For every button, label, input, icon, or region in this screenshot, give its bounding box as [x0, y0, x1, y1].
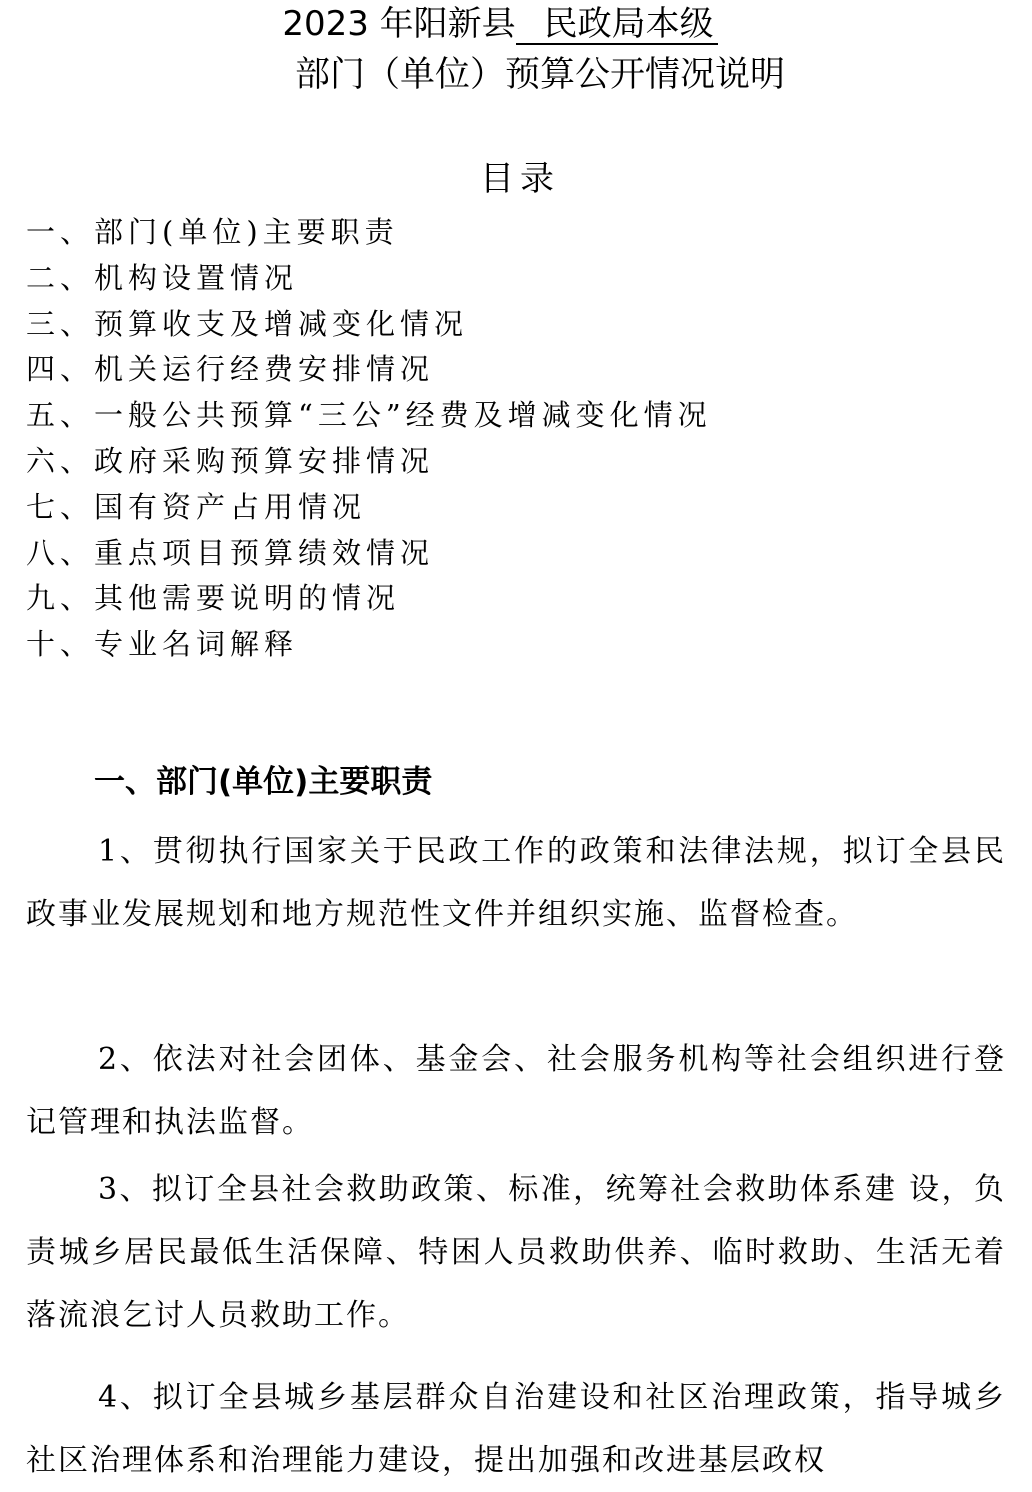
toc-item: 八、重点项目预算绩效情况: [26, 535, 435, 570]
section-heading-duties: 一、部门(单位)主要职责: [94, 764, 433, 800]
toc-heading: 目录: [480, 159, 560, 199]
title-year-county: 2023 年阳新县: [282, 4, 516, 44]
toc-item: 十、专业名词解释: [26, 627, 299, 662]
toc-list: [26, 210, 712, 668]
duty-paragraph-3: 3、拟订全县社会救助政策、标准，统筹社会救助体系建 设，负责城乡居民最低生活保障、特困人员救助供养、临时救助、生活无着落流浪乞讨人员救助工作。: [26, 1172, 1006, 1333]
toc-item: 四、机关运行经费安排情况: [26, 352, 435, 387]
toc-item: 九、其他需要说明的情况: [26, 581, 401, 616]
title-unit-underlined: 民政局本级: [516, 5, 718, 45]
toc-item: 七、国有资产占用情况: [26, 489, 367, 524]
duty-paragraph-1: 1、贯彻执行国家关于民政工作的政策和法律法规，拟订全县民政事业发展规划和地方规范性文件并组织实施、监督检查。: [26, 834, 1006, 932]
duty-paragraph-2: 2、依法对社会团体、基金会、社会服务机构等社会组织进行登记管理和执法监督。: [26, 1042, 1006, 1140]
duty-paragraph-4: 4、拟订全县城乡基层群众自治建设和社区治理政策，指导城乡社区治理体系和治理能力建设，提出加强和改进基层政权: [26, 1380, 1006, 1478]
toc-item: 三、预算收支及增减变化情况: [26, 306, 469, 341]
toc-item: 一、部门(单位)主要职责: [26, 215, 399, 249]
toc-item: 六、政府采购预算安排情况: [26, 443, 435, 478]
toc-item: 二、机构设置情况: [26, 260, 299, 295]
toc-item: 五、一般公共预算“三公”经费及增减变化情况: [26, 398, 712, 433]
document-title-line2: 部门（单位）预算公开情况说明: [294, 55, 785, 95]
document-title-line1: [0, 2, 1000, 46]
